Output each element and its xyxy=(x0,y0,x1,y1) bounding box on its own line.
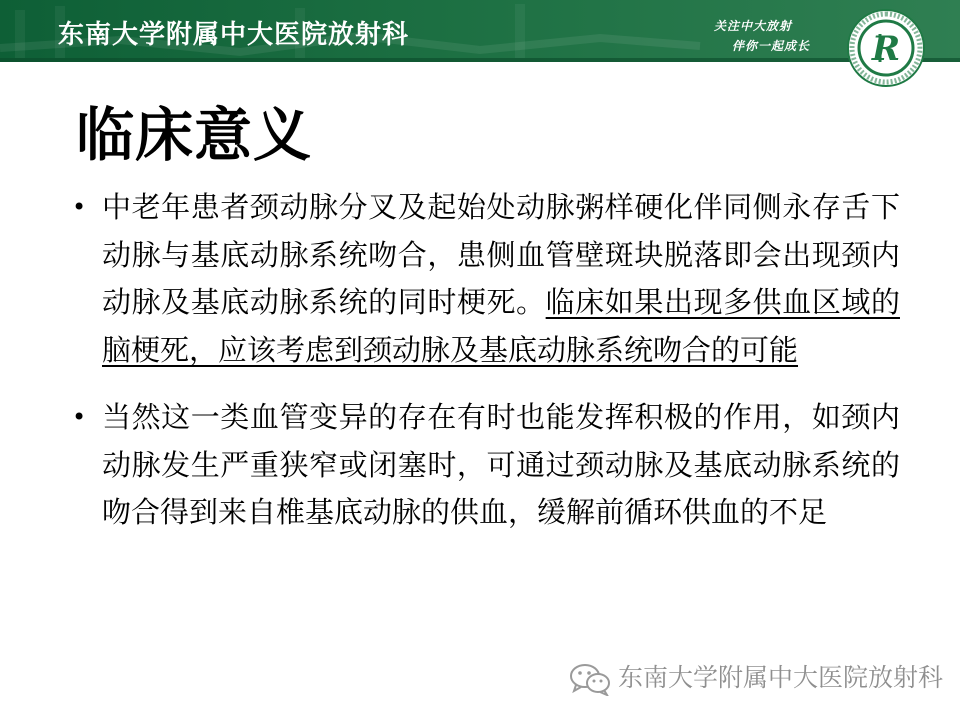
slogan-line-2: 伴你一起成长 xyxy=(732,39,811,53)
slogan-line-1: 关注中大放射 xyxy=(714,19,793,33)
wechat-icon xyxy=(568,662,612,696)
header-bar xyxy=(0,0,960,62)
bullet-dot-icon: • xyxy=(72,193,87,221)
header-title: 东南大学附属中大医院放射科 xyxy=(58,20,410,50)
bullet-emphasis: 临床如果出现多供血区域的脑梗死，应该考虑到颈动脉及基底动脉系统吻合的可能 xyxy=(102,285,900,367)
slide-title: 临床意义 xyxy=(76,101,313,169)
hospital-logo-icon xyxy=(846,8,926,88)
bullet-item xyxy=(70,394,900,537)
bullet-text: 中老年患者颈动脉分叉及起始处动脉粥样硬化伴同侧永存舌下动脉与基底动脉系统吻合，患侧血管壁斑块脱落即会出现颈内动脉及基底动脉系统的同时梗死。 xyxy=(102,190,900,319)
logo-letter: R xyxy=(871,29,901,69)
bullet-item xyxy=(70,184,900,374)
bullet-dot-icon: • xyxy=(72,403,87,431)
bullet-text: 当然这一类血管变异的存在有时也能发挥积极的作用，如颈内动脉发生严重狭窄或闭塞时，可通过颈动脉及基底动脉系统的吻合得到来自椎基底动脉的供血，缓解前循环供血的不足 xyxy=(102,400,900,529)
watermark-text: 东南大学附属中大医院放射科 xyxy=(618,663,944,692)
bullet-list xyxy=(70,184,900,557)
